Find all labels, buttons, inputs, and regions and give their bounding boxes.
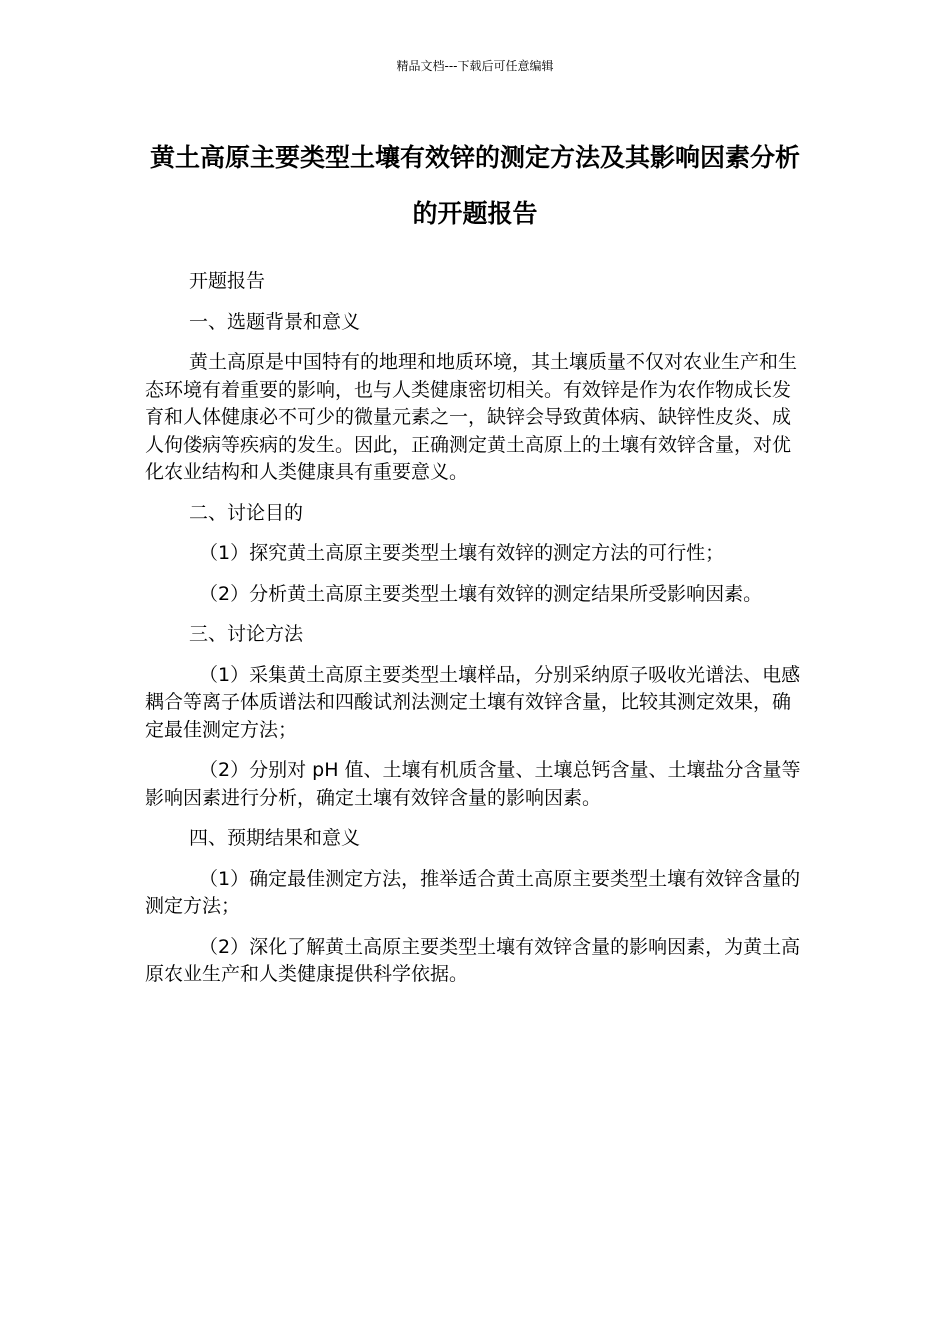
section-heading-report: 开题报告 bbox=[189, 270, 266, 292]
results-item-1: （1）确定最佳测定方法，推举适合黄土高原主要类型土壤有效锌含量的测定方法； bbox=[145, 867, 801, 917]
purpose-item-2: （2）分析黄土高原主要类型土壤有效锌的测定结果所受影响因素。 bbox=[199, 582, 763, 605]
results-item-2: （2）深化了解黄土高原主要类型土壤有效锌含量的影响因素，为黄土高原农业生产和人类健康提供科学依据。 bbox=[145, 935, 801, 985]
page-header-note: 精品文档---下载后可任意编辑 bbox=[396, 59, 554, 73]
methods-item-1: （1）采集黄土高原主要类型土壤样品，分别采纳原子吸收光谱法、电感耦合等离子体质谱法和四酸试剂法测定土壤有效锌含量，比较其测定效果，确定最佳测定方法； bbox=[145, 663, 801, 741]
purpose-item-1: （1）探究黄土高原主要类型土壤有效锌的测定方法的可行性； bbox=[199, 542, 725, 564]
document-body bbox=[145, 268, 807, 1002]
section-heading-background: 一、选题背景和意义 bbox=[189, 310, 361, 333]
section-heading-methods: 三、讨论方法 bbox=[189, 623, 304, 645]
section-heading-purpose: 二、讨论目的 bbox=[189, 501, 304, 524]
methods-item-2: （2）分别对 pH 值、土壤有机质含量、土壤总钙含量、土壤盐分含量等影响因素进行分析，确定土壤有效锌含量的影响因素。 bbox=[145, 759, 801, 809]
document-title: 黄土高原主要类型土壤有效锌的测定方法及其影响因素分析的开题报告 bbox=[149, 143, 800, 228]
background-paragraph: 黄土高原是中国特有的地理和地质环境，其土壤质量不仅对农业生产和生态环境有着重要的影响，也与人类健康密切相关。有效锌是作为农作物成长发育和人体健康必不可少的微量元素之一，缺锌会导致黄体病、缺锌性皮炎、成人佝偻病等疾病的发生。因此，正确测定黄土高原上的土壤有效锌含量，对优化农业结构和人类健康具有重要意义。 bbox=[145, 351, 798, 483]
section-heading-expected-results: 四、预期结果和意义 bbox=[189, 827, 361, 849]
